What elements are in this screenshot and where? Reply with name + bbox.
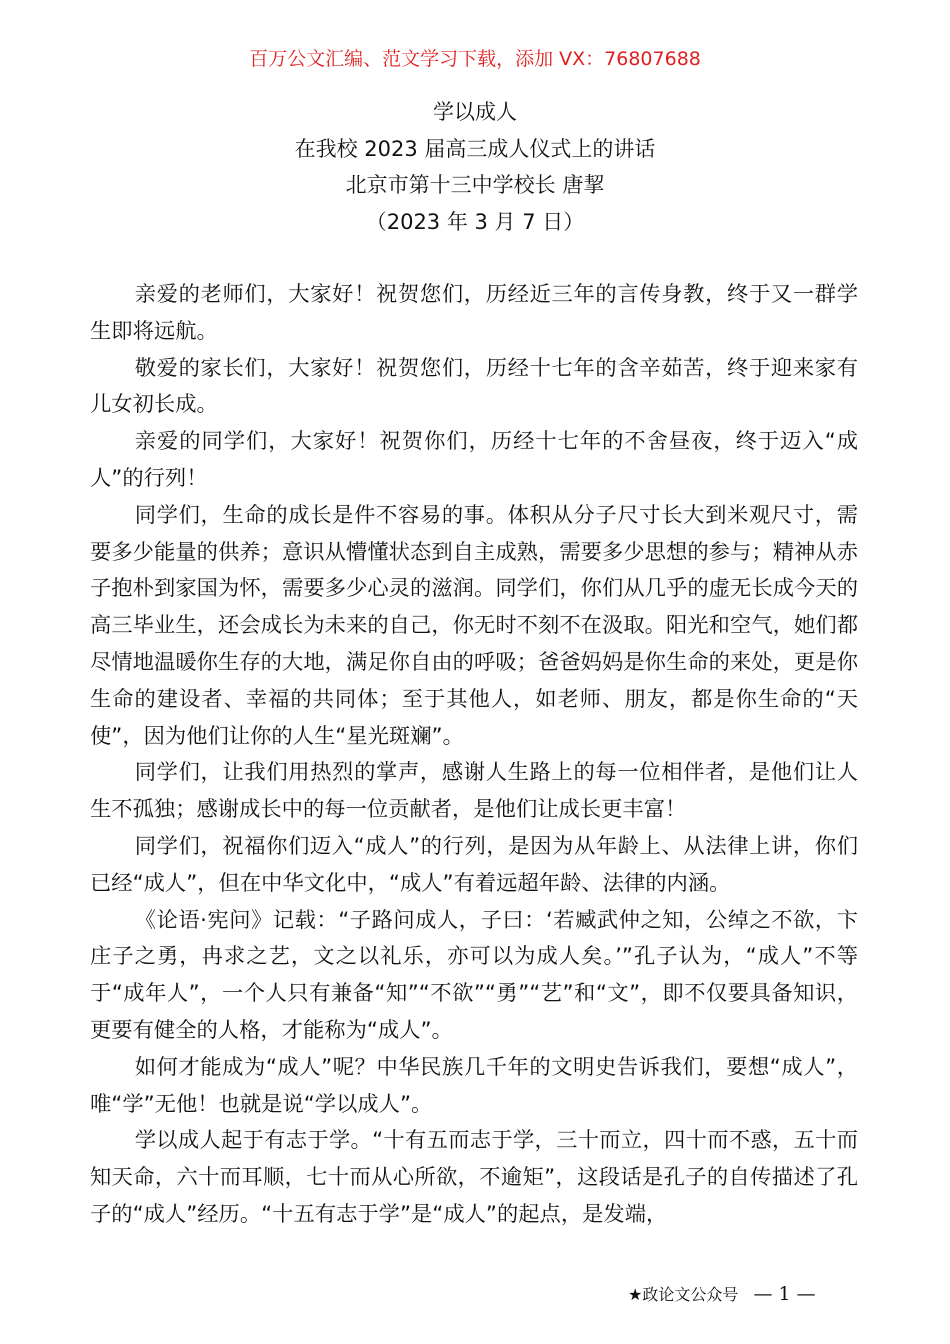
document-body — [90, 277, 858, 1234]
footer-source: ★政论文公众号 — [628, 1285, 739, 1304]
document-date: （2023 年 3 月 7 日） — [365, 209, 585, 234]
paragraph: 同学们，让我们用热烈的掌声，感谢人生路上的每一位相伴者，是他们让人生不孤独；感谢成长中的每一位贡献者，是他们让成长更丰富！ — [90, 760, 858, 823]
paragraph: 亲爱的同学们，大家好！祝贺你们，历经十七年的不舍昼夜，终于迈入“成人”的行列！ — [90, 429, 858, 491]
paragraph: 同学们，祝福你们迈入“成人”的行列，是因为从年龄上、从法律上讲，你们已经“成人”，但在中华文化中，“成人”有着远超年龄、法律的内涵。 — [90, 833, 858, 896]
paragraph: 敬爱的家长们，大家好！祝贺您们，历经十七年的含辛茹苦，终于迎来家有儿女初长成。 — [90, 355, 858, 418]
paragraph: 学以成人起于有志于学。“十有五而志于学，三十而立，四十而不惑，五十而知天命，六十而耳顺，七十而从心所欲，不逾矩”，这段话是孔子的自传描述了孔子的“成人”经历。“十五有志于学”是“成人”的起点，是发端， — [90, 1128, 858, 1227]
paragraph: 同学们，生命的成长是件不容易的事。体积从分子尺寸长大到米观尺寸，需要多少能量的供养；意识从懵懂状态到自主成熟，需要多少思想的参与；精神从赤子抱朴到家国为怀，需要多少心灵的滋润。同学们，你们从几乎的虚无长成今天的高三毕业生，还会成长为未来的自己，你无时不刻不在汲取。阳光和空气，她们都尽情地温暖你生存的大地，满足你自由的呼吸；爸爸妈妈是你生命的来处，更是你生命的建设者、幸福的共同体；至于其他人，如老师、朋友，都是你生命的“天使”，因为他们让你的人生“星光斑斓”。 — [90, 502, 858, 749]
document-title: 学以成人 — [433, 100, 517, 124]
document-author: 北京市第十三中学校长 唐挈 — [345, 173, 605, 197]
page-footer — [628, 1282, 816, 1307]
paragraph: 如何才能成为“成人”呢？中华民族几千年的文明史告诉我们，要想“成人”，唯“学”无他！也就是说“学以成人”。 — [90, 1054, 858, 1117]
watermark-banner: 百万公文汇编、范文学习下载，添加 VX：76807688 — [249, 48, 701, 70]
page-number: — 1 — — [753, 1283, 816, 1305]
document-subtitle: 在我校 2023 届高三成人仪式上的讲话 — [294, 136, 656, 161]
document-header — [0, 94, 950, 240]
paragraph: 《论语·宪问》记载：“子路问成人，子曰：‘若臧武仲之知，公绰之不欲，卞庄子之勇，冉求之艺，文之以礼乐，亦可以为成人矣。’”孔子认为，“成人”不等于“成年人”，一个人只有兼备“知”“不欲”“勇”“艺”和“文”，即不仅要具备知识，更要有健全的人格，才能称为“成人”。 — [90, 907, 858, 1043]
paragraph: 亲爱的老师们，大家好！祝贺您们，历经近三年的言传身教，终于又一群学生即将远航。 — [90, 282, 858, 344]
